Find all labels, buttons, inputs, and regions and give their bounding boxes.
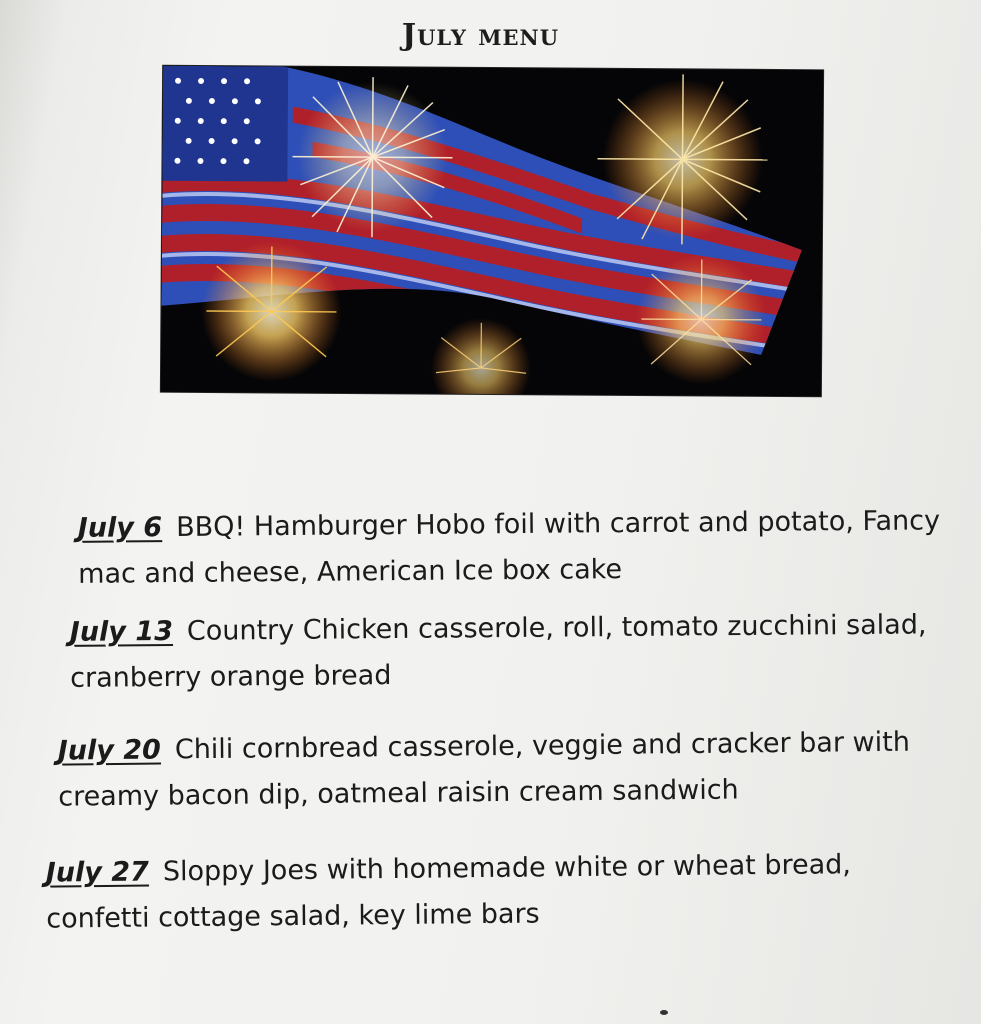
menu-text: BBQ! Hamburger Hobo foil with carrot and potato, Fancy mac and cheese, American Ice box cake (78, 505, 941, 590)
menu-entry (78, 498, 959, 598)
menu-date: July 20 (57, 734, 162, 767)
menu-date: July 6 (77, 512, 163, 544)
menu-text: Chili cornbread casserole, veggie and cracker bar with creamy bacon dip, oatmeal raisin cream sandwich (58, 726, 911, 813)
page-title: July menu (401, 18, 560, 53)
menu-date: July 27 (45, 856, 150, 889)
menu-entry (46, 841, 927, 942)
flag-fireworks-image (161, 66, 823, 397)
menu-text: Sloppy Joes with homemade white or wheat bread, confetti cottage salad, key lime bars (46, 849, 852, 935)
menu-entry (58, 719, 939, 820)
menu-text: Country Chicken casserole, roll, tomato zucchini salad, cranberry orange bread (70, 609, 927, 694)
menu-date: July 13 (69, 615, 174, 648)
paper-speck (660, 1010, 668, 1015)
menu-entry (70, 602, 951, 702)
